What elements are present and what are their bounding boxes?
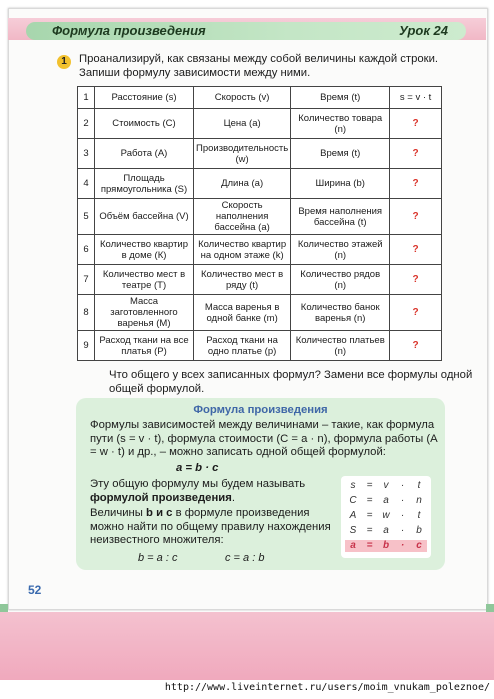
question-mark-cell: ?: [390, 139, 442, 169]
table-cell: Расход ткани на все платья (Р): [95, 331, 194, 361]
summary-symbol: a: [350, 540, 356, 551]
table-row: [78, 109, 442, 139]
summary-symbol: =: [366, 495, 373, 506]
summary-symbol: =: [366, 540, 373, 551]
table-row: [78, 235, 442, 265]
question-mark-cell: ?: [390, 295, 442, 331]
general-formula: a = b · c: [176, 462, 219, 474]
table-cell: 7: [78, 265, 95, 295]
table-cell: 4: [78, 169, 95, 199]
bottom-pink-band: [0, 612, 494, 680]
summary-symbol: v: [383, 480, 389, 491]
factors-bold: b и с: [146, 507, 173, 519]
table-cell: Скорость наполнения бассейна (а): [194, 199, 291, 235]
table-row: [78, 295, 442, 331]
summary-symbol: b: [416, 525, 422, 536]
table-cell: Работа (А): [95, 139, 194, 169]
table-cell: 8: [78, 295, 95, 331]
table-cell: Объём бассейна (V): [95, 199, 194, 235]
table-cell: Количество квартир на одном этаже (k): [194, 235, 291, 265]
summary-symbol: s: [350, 480, 356, 491]
question-mark-cell: ?: [390, 169, 442, 199]
table-cell: Количество мест в театре (Т): [95, 265, 194, 295]
table-cell: Количество рядов (n): [291, 265, 390, 295]
table-row: [78, 87, 442, 109]
table-cell: 9: [78, 331, 95, 361]
table-cell: 6: [78, 235, 95, 265]
summary-symbol: w: [382, 510, 390, 521]
formula-c: c = a : b: [225, 552, 265, 564]
table-cell: 3: [78, 139, 95, 169]
summary-symbol: ·: [400, 480, 405, 491]
table-cell: Длина (а): [194, 169, 291, 199]
summary-symbol: n: [416, 495, 422, 506]
table-cell: Время (t): [291, 87, 390, 109]
task-number-badge: 1: [57, 55, 71, 69]
corner-mark-right: [486, 604, 494, 612]
lesson-header: [26, 22, 466, 40]
summary-symbol: ·: [400, 525, 405, 536]
summary-row: [345, 510, 427, 522]
question-mark-cell: ?: [390, 265, 442, 295]
summary-row: [345, 525, 427, 537]
table-cell: Количество банок варенья (n): [291, 295, 390, 331]
table-cell: Цена (а): [194, 109, 291, 139]
lesson-number: Урок 24: [398, 23, 448, 38]
summary-row: [345, 480, 427, 492]
page-title: Формула произведения: [52, 23, 206, 38]
table-cell: Количество квартир в доме (К): [95, 235, 194, 265]
summary-symbol: ·: [400, 510, 405, 521]
question-mark-cell: ?: [390, 199, 442, 235]
summary-symbol: C: [349, 495, 357, 506]
summary-symbol: c: [416, 540, 422, 551]
quantities-table: [77, 86, 442, 361]
summary-symbol: S: [349, 525, 357, 536]
corner-mark-left: [0, 604, 8, 612]
summary-row-highlighted: [345, 540, 427, 552]
summary-symbol: =: [366, 525, 373, 536]
table-cell: Время наполнения бассейна (t): [291, 199, 390, 235]
table-cell: 5: [78, 199, 95, 235]
summary-symbol: =: [366, 510, 373, 521]
table-cell: Количество этажей (n): [291, 235, 390, 265]
table-row: [78, 331, 442, 361]
question-mark-cell: ?: [390, 331, 442, 361]
summary-symbol: a: [383, 495, 389, 506]
source-url: http://www.liveinternet.ru/users/moim_vnukam_poleznoe/: [164, 682, 490, 693]
summary-symbol: =: [366, 480, 373, 491]
question-text: Что общего у всех записанных формул? Замени все формулы одной общей формулой.: [109, 369, 473, 395]
table-row: [78, 139, 442, 169]
summary-symbol: t: [417, 480, 421, 491]
summary-symbol: ·: [400, 540, 405, 551]
table-cell: Количество платьев (n): [291, 331, 390, 361]
table-cell: Расстояние (s): [95, 87, 194, 109]
table-row: [78, 169, 442, 199]
table-cell: Стоимость (С): [95, 109, 194, 139]
formula-cell: s = v · t: [390, 87, 442, 109]
table-row: [78, 199, 442, 235]
summary-symbol: ·: [400, 495, 405, 506]
table-cell: Производительность (w): [194, 139, 291, 169]
rule-name-text: Эту общую формулу мы будем называть формулой произведения.: [90, 478, 306, 504]
table-cell: Количество мест в ряду (t): [194, 265, 291, 295]
summary-symbol: t: [417, 510, 421, 521]
question-mark-cell: ?: [390, 235, 442, 265]
table-cell: 1: [78, 87, 95, 109]
table-cell: Скорость (v): [194, 87, 291, 109]
factor-rule-text: Величины b и с в формуле произведения можно найти по общему правилу нахождения неизвестного множителя:: [90, 507, 331, 546]
task-instruction: Проанализируй, как связаны между собой величины каждой строки. Запиши формулу зависимости между ними.: [79, 53, 439, 79]
table-cell: Ширина (b): [291, 169, 390, 199]
rule-box-title: Формула произведения: [193, 404, 328, 416]
table-cell: 2: [78, 109, 95, 139]
formula-b: b = a : c: [138, 552, 178, 564]
table-cell: Площадь прямоугольника (S): [95, 169, 194, 199]
table-cell: Масса заготовленного варенья (М): [95, 295, 194, 331]
rule-name-bold: формулой произведения: [90, 491, 232, 504]
table-cell: Время (t): [291, 139, 390, 169]
table-row: [78, 265, 442, 295]
summary-row: [345, 495, 427, 507]
rule-box-text: Формулы зависимостей между величинами – такие, как формула пути (s = v · t), формула стоимости (С = а · n), формула работы (А = w · t) и др., – можно записать одной общей формулой:: [90, 419, 438, 458]
table-cell: Расход ткани на одно платье (р): [194, 331, 291, 361]
summary-symbol: a: [383, 525, 389, 536]
question-mark-cell: ?: [390, 109, 442, 139]
page-number: 52: [28, 583, 42, 597]
summary-symbol: b: [382, 540, 390, 551]
table-cell: Масса варенья в одной банке (m): [194, 295, 291, 331]
summary-symbol: A: [349, 510, 357, 521]
table-cell: Количество товара (n): [291, 109, 390, 139]
